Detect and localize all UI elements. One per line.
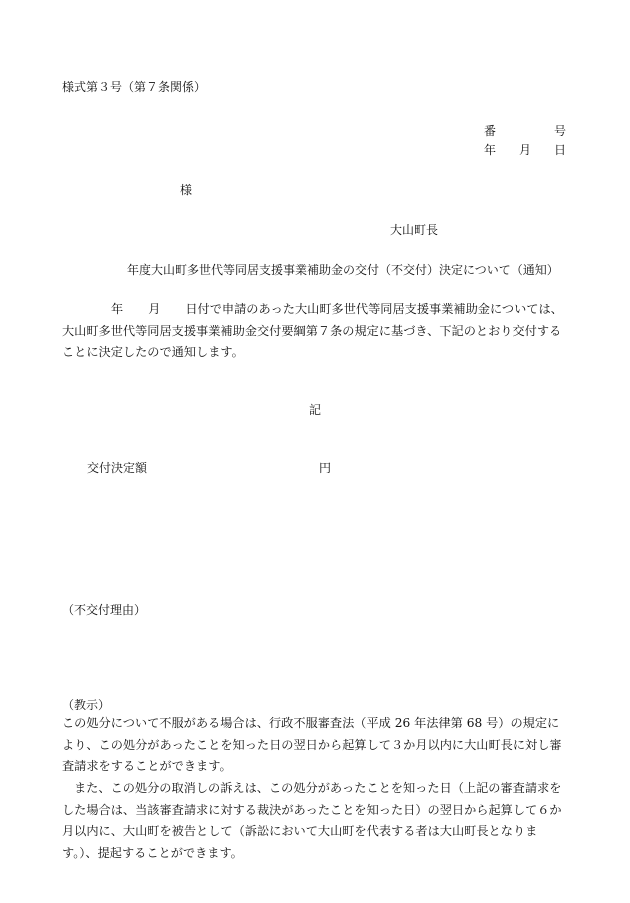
amount-label: 交付決定額 xyxy=(87,461,148,475)
addressee-suffix: 様 xyxy=(180,183,193,197)
ref-number-label: 番 xyxy=(484,124,497,138)
issuer: 大山町長 xyxy=(390,223,439,237)
page-title: 年度大山町多世代等同居支援事業補助金の交付（不交付）決定について（通知） xyxy=(127,263,559,277)
notice-paragraph-1: この処分について不服がある場合は、行政不服審査法（平成 26 年法律第 68 号）の規定により、この処分があったことを知った日の翌日から起算して３か月以内に大山町長に対し審査請求をすることができます。 xyxy=(62,716,562,773)
body-text: 日付で申請のあった大山町多世代等同居支援事業補助金については、大山町多世代等同居支援事業補助金交付要綱第７条の規定に基づき、下記のとおり交付することに決定したので通知します。 xyxy=(62,302,563,359)
ki-heading: 記 xyxy=(309,403,322,417)
amount-unit: 円 xyxy=(319,461,332,475)
notice-paragraph-2: また、この処分の取消しの訴えは、この処分があったことを知った日（上記の審査請求をした場合は、当該審査請求に対する裁決があったことを知った日）の翌日から起算して６か月以内に、大山町を被告として（訴訟において大山町を代表する者は大山町長となります。）、提起することができます。 xyxy=(62,781,562,860)
ref-month: 月 xyxy=(519,143,532,157)
body-year: 年 xyxy=(111,302,124,316)
body-month: 月 xyxy=(148,302,161,316)
notice-heading: （教示） xyxy=(62,698,111,712)
ref-year: 年 xyxy=(484,143,497,157)
body-paragraph xyxy=(62,299,570,364)
reason-heading: （不交付理由） xyxy=(62,603,147,617)
ref-number-suffix: 号 xyxy=(554,124,567,138)
ref-day: 日 xyxy=(554,143,567,157)
form-id: 様式第３号（第７条関係） xyxy=(62,80,207,94)
